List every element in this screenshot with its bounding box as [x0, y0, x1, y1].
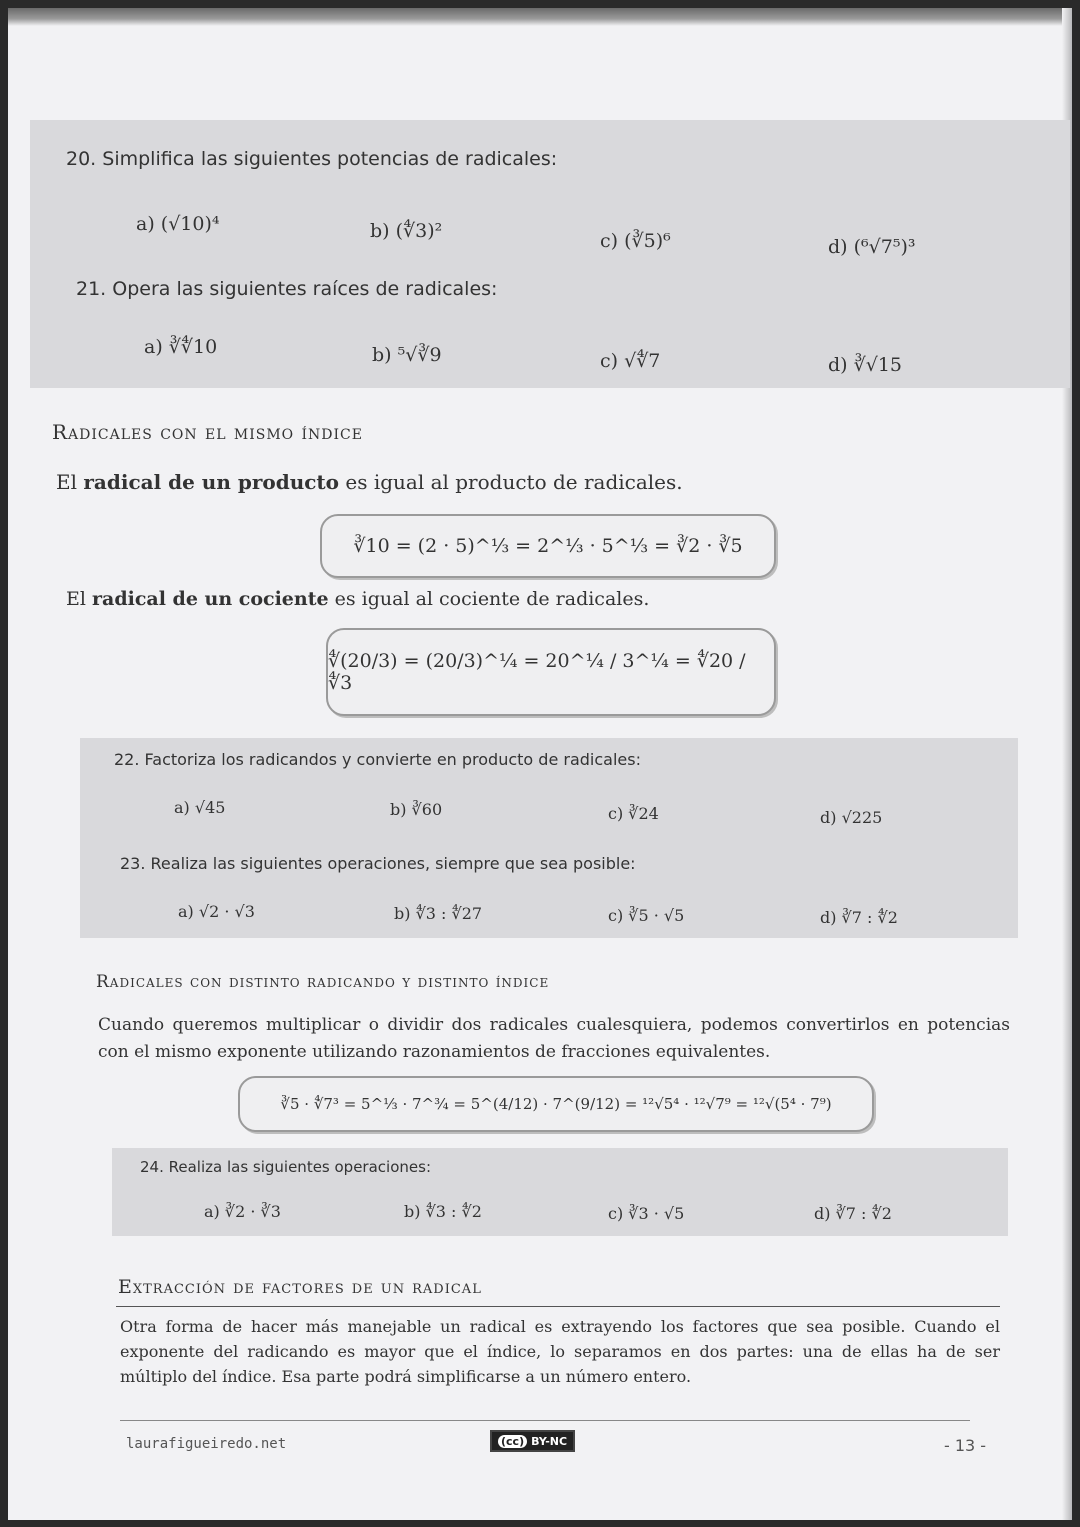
mixed-index-formula: ∛5 · ∜7³ = 5^⅓ · 7^¾ = 5^(4/12) · 7^(9/12) = ¹²√5⁴ · ¹²√7⁹ = ¹²√(5⁴ · 7⁹)	[280, 1095, 832, 1113]
quotient-rule-bold: radical de un cociente	[92, 588, 329, 610]
page-number: - 13 -	[944, 1436, 987, 1455]
product-rule-text	[56, 470, 683, 494]
exercise-23-item-b: b) ∜3 : ∜27	[394, 904, 483, 923]
exercise-22-item-d: d) √225	[820, 808, 883, 827]
exercise-20-item-b: b) (∜3)²	[370, 220, 443, 242]
exercise-21-item-b: b) ⁵√∛9	[372, 344, 442, 366]
cc-logo-icon: (cc)	[498, 1435, 527, 1448]
exercise-22-item-a: a) √45	[174, 798, 226, 817]
exercise-24-item-c: c) ∛3 · √5	[608, 1204, 685, 1223]
section3-rule	[116, 1306, 1000, 1307]
quotient-rule-post: es igual al cociente de radicales.	[328, 588, 650, 610]
section-heading-extraction: Extracción de factores de un radical	[118, 1276, 482, 1298]
exercise-21-item-d: d) ∛√15	[828, 354, 903, 376]
exercise-21-item-a: a) ∛∜10	[144, 336, 218, 358]
license-badge	[490, 1430, 575, 1452]
license-text: BY-NC	[531, 1434, 568, 1448]
exercise-23-item-a: a) √2 · √3	[178, 902, 255, 921]
exercise-22-item-c: c) ∛24	[608, 804, 659, 823]
mixed-index-formula-box	[238, 1076, 874, 1132]
exercise-20-item-d: d) (⁶√7⁵)³	[828, 236, 916, 258]
exercise-24-item-b: b) ∜3 : ∜2	[404, 1202, 482, 1221]
exercise-24-item-a: a) ∛2 · ∛3	[204, 1202, 281, 1221]
exercise-22-item-b: b) ∛60	[390, 800, 443, 819]
section-heading-different-index: Radicales con distinto radicando y distinto índice	[96, 972, 550, 992]
exercise-21-item-c: c) √∜7	[600, 350, 661, 372]
exercise-20-item-c: c) (∛5)⁶	[600, 230, 671, 252]
exercise-23-title: 23. Realiza las siguientes operaciones, siempre que sea posible:	[120, 854, 636, 873]
exercise-23-item-d: d) ∛7 : ∜2	[820, 908, 898, 927]
exercise-24-item-d: d) ∛7 : ∜2	[814, 1204, 892, 1223]
exercise-24-title: 24. Realiza las siguientes operaciones:	[140, 1158, 431, 1176]
quotient-rule-pre: El	[66, 588, 92, 610]
document-page	[8, 8, 1072, 1520]
product-rule-post: es igual al producto de radicales.	[339, 470, 683, 494]
exercise-22-title: 22. Factoriza los radicandos y convierte en producto de radicales:	[114, 750, 641, 769]
exercise-20-title: 20. Simplifica las siguientes potencias de radicales:	[66, 148, 558, 170]
product-formula-box	[320, 514, 776, 578]
product-rule-bold: radical de un producto	[83, 470, 339, 494]
exercise-23-item-c: c) ∛5 · √5	[608, 906, 685, 925]
footer-rule	[120, 1420, 970, 1421]
section3-paragraph: Otra forma de hacer más manejable un radical es extrayendo los factores que sea posible. Cuando el exponente del radicando es mayor que el índice, lo separamos en dos partes: una de ellas ha de ser múltiplo del índice. Esa parte podrá simplificarse a un número entero.	[120, 1317, 1000, 1386]
scan-edge	[8, 8, 1072, 26]
exercise-21-title: 21. Opera las siguientes raíces de radicales:	[76, 278, 498, 300]
section-heading-same-index: Radicales con el mismo índice	[52, 420, 363, 444]
product-rule-pre: El	[56, 470, 84, 494]
quotient-formula-box	[326, 628, 776, 716]
quotient-rule-text	[66, 588, 649, 610]
product-formula: ∛10 = (2 · 5)^⅓ = 2^⅓ · 5^⅓ = ∛2 · ∛5	[353, 535, 743, 557]
footer-site: laurafigueiredo.net	[126, 1436, 287, 1452]
exercise-20-item-a: a) (√10)⁴	[136, 213, 220, 235]
quotient-formula: ∜(20/3) = (20/3)^¼ = 20^¼ / 3^¼ = ∜20 / ∜3	[328, 650, 746, 694]
section2-paragraph: Cuando queremos multiplicar o dividir dos radicales cualesquiera, podemos convertirlos en potencias con el mismo exponente utilizando razonamientos de fracciones equivalentes.	[98, 1015, 1010, 1062]
